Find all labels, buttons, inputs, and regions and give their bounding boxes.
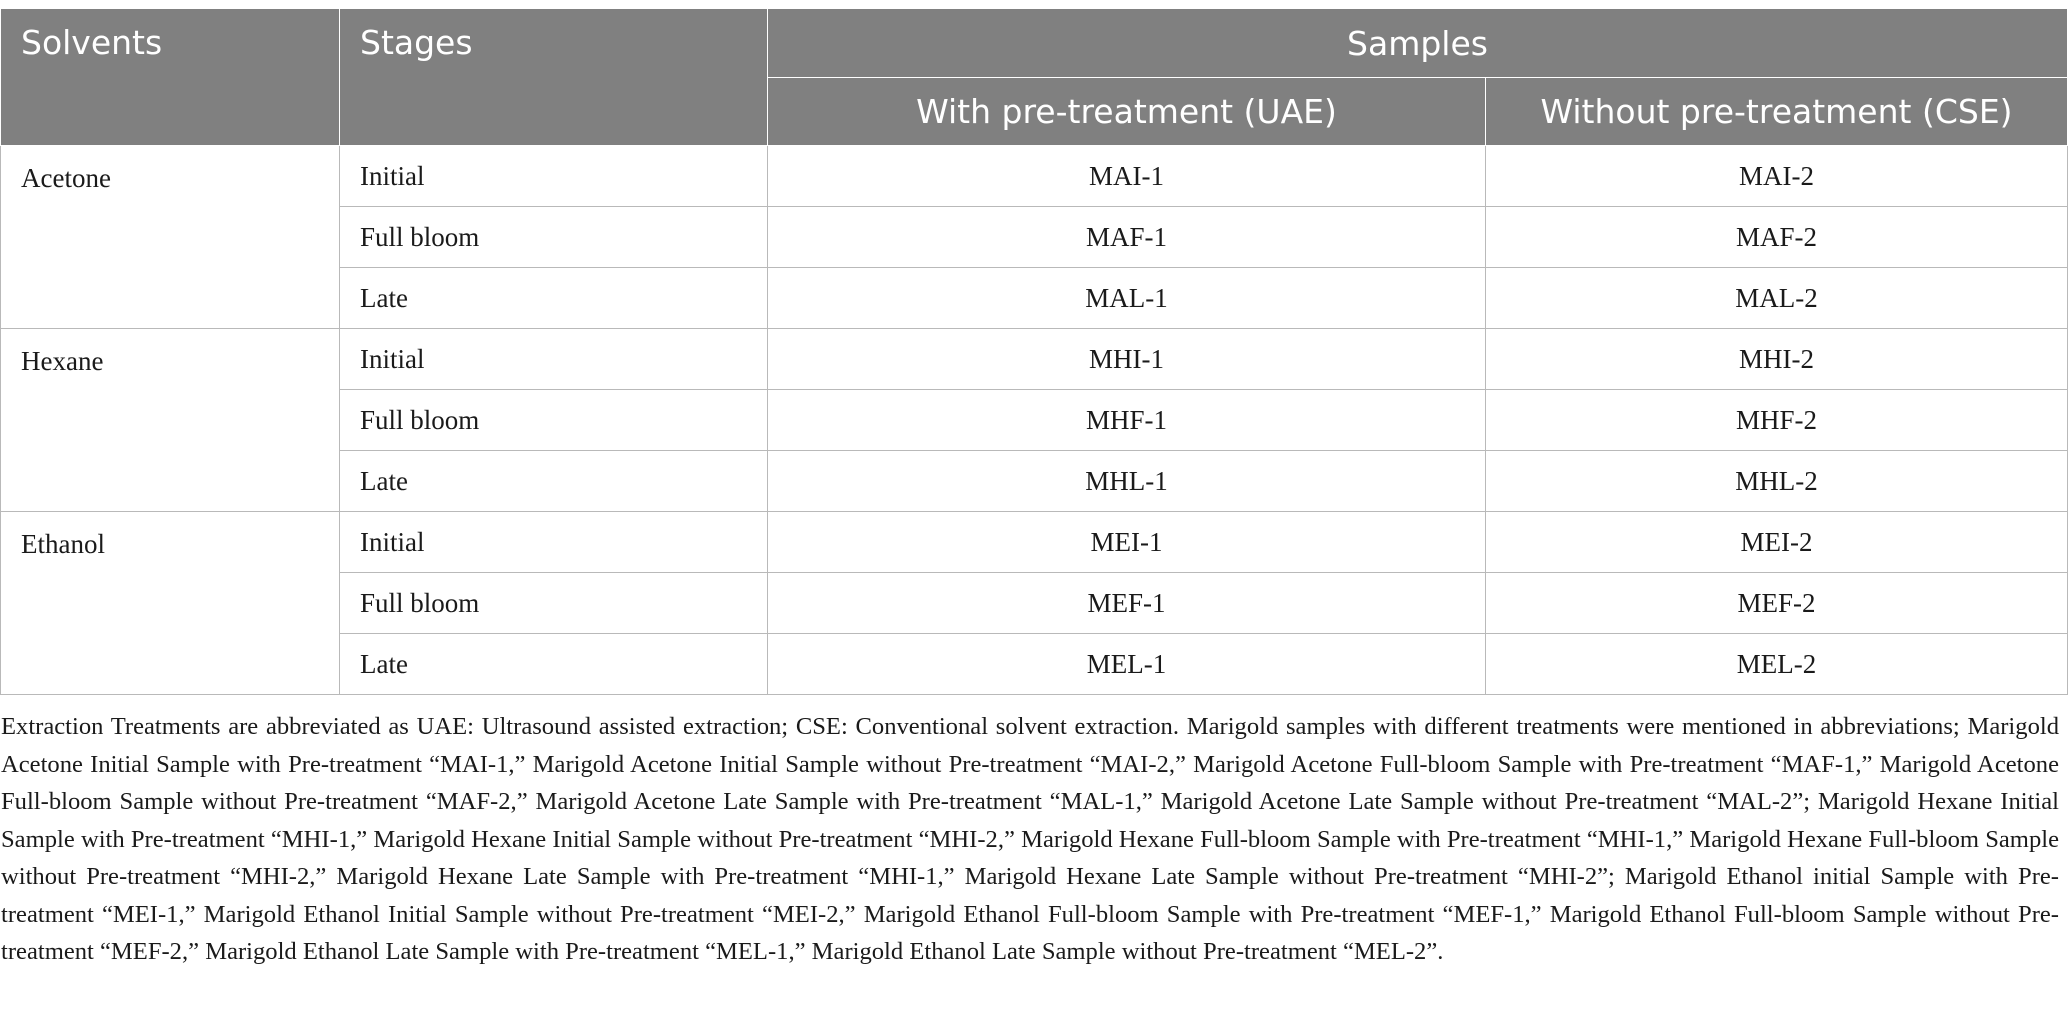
- stage-cell: Late: [340, 451, 768, 512]
- stage-cell: Late: [340, 634, 768, 695]
- stage-cell: Initial: [340, 329, 768, 390]
- sample-without-cell: MHF-2: [1486, 390, 2068, 451]
- stage-cell: Late: [340, 268, 768, 329]
- stage-cell: Full bloom: [340, 390, 768, 451]
- stage-cell: Full bloom: [340, 207, 768, 268]
- samples-table: [0, 8, 2068, 695]
- header-with-pretreatment: With pre-treatment (UAE): [768, 78, 1486, 146]
- page: [0, 8, 2068, 995]
- table-row: [1, 146, 2068, 207]
- sample-with-cell: MHI-1: [768, 329, 1486, 390]
- stage-cell: Full bloom: [340, 573, 768, 634]
- sample-without-cell: MAI-2: [1486, 146, 2068, 207]
- solvent-cell: Ethanol: [1, 512, 340, 695]
- header-samples: Samples: [768, 9, 2068, 78]
- sample-without-cell: MEI-2: [1486, 512, 2068, 573]
- stage-cell: Initial: [340, 146, 768, 207]
- table-header: [1, 9, 2068, 146]
- solvent-cell: Acetone: [1, 146, 340, 329]
- table-row: [1, 512, 2068, 573]
- table-footnote: Extraction Treatments are abbreviated as UAE: Ultrasound assisted extraction; CSE: Conventional solvent extraction. Marigold samples with different treatments were mentioned in abbreviations; Marigold Acetone Initial Sample with Pre-treatment “MAI-1,” Marigold Acetone Initial Sample without Pre-treatment “MAI-2,” Marigold Acetone Full-bloom Sample with Pre-treatment “MAF-1,” Marigold Acetone Full-bloom Sample without Pre-treatment “MAF-2,” Marigold Acetone Late Sample with Pre-treatment “MAL-1,” Marigold Acetone Late Sample without Pre-treatment “MAL-2”; Marigold Hexane Initial Sample with Pre-treatment “MHI-1,” Marigold Hexane Initial Sample without Pre-treatment “MHI-2,” Marigold Hexane Full-bloom Sample with Pre-treatment “MHI-1,” Marigold Hexane Full-bloom Sample without Pre-treatment “MHI-2,” Marigold Hexane Late Sample with Pre-treatment “MHI-1,” Marigold Hexane Late Sample without Pre-treatment “MHI-2”; Marigold Ethanol initial Sample with Pre-treatment “MEI-1,” Marigold Ethanol Initial Sample without Pre-treatment “MEI-2,” Marigold Ethanol Full-bloom Sample with Pre-treatment “MEF-1,” Marigold Ethanol Full-bloom Sample without Pre-treatment “MEF-2,” Marigold Ethanol Late Sample with Pre-treatment “MEL-1,” Marigold Ethanol Late Sample without Pre-treatment “MEL-2”.: [1, 713, 2059, 965]
- stage-cell: Initial: [340, 512, 768, 573]
- table-body: [1, 146, 2068, 695]
- sample-with-cell: MEL-1: [768, 634, 1486, 695]
- sample-with-cell: MHF-1: [768, 390, 1486, 451]
- sample-without-cell: MHI-2: [1486, 329, 2068, 390]
- sample-without-cell: MAF-2: [1486, 207, 2068, 268]
- table-row: [1, 329, 2068, 390]
- sample-with-cell: MEF-1: [768, 573, 1486, 634]
- solvent-cell: Hexane: [1, 329, 340, 512]
- sample-without-cell: MEL-2: [1486, 634, 2068, 695]
- sample-without-cell: MEF-2: [1486, 573, 2068, 634]
- sample-without-cell: MHL-2: [1486, 451, 2068, 512]
- sample-with-cell: MAF-1: [768, 207, 1486, 268]
- header-solvents: Solvents: [1, 9, 340, 146]
- sample-with-cell: MHL-1: [768, 451, 1486, 512]
- sample-with-cell: MAL-1: [768, 268, 1486, 329]
- header-without-pretreatment: Without pre-treatment (CSE): [1486, 78, 2068, 146]
- sample-without-cell: MAL-2: [1486, 268, 2068, 329]
- sample-with-cell: MAI-1: [768, 146, 1486, 207]
- sample-with-cell: MEI-1: [768, 512, 1486, 573]
- header-stages: Stages: [340, 9, 768, 146]
